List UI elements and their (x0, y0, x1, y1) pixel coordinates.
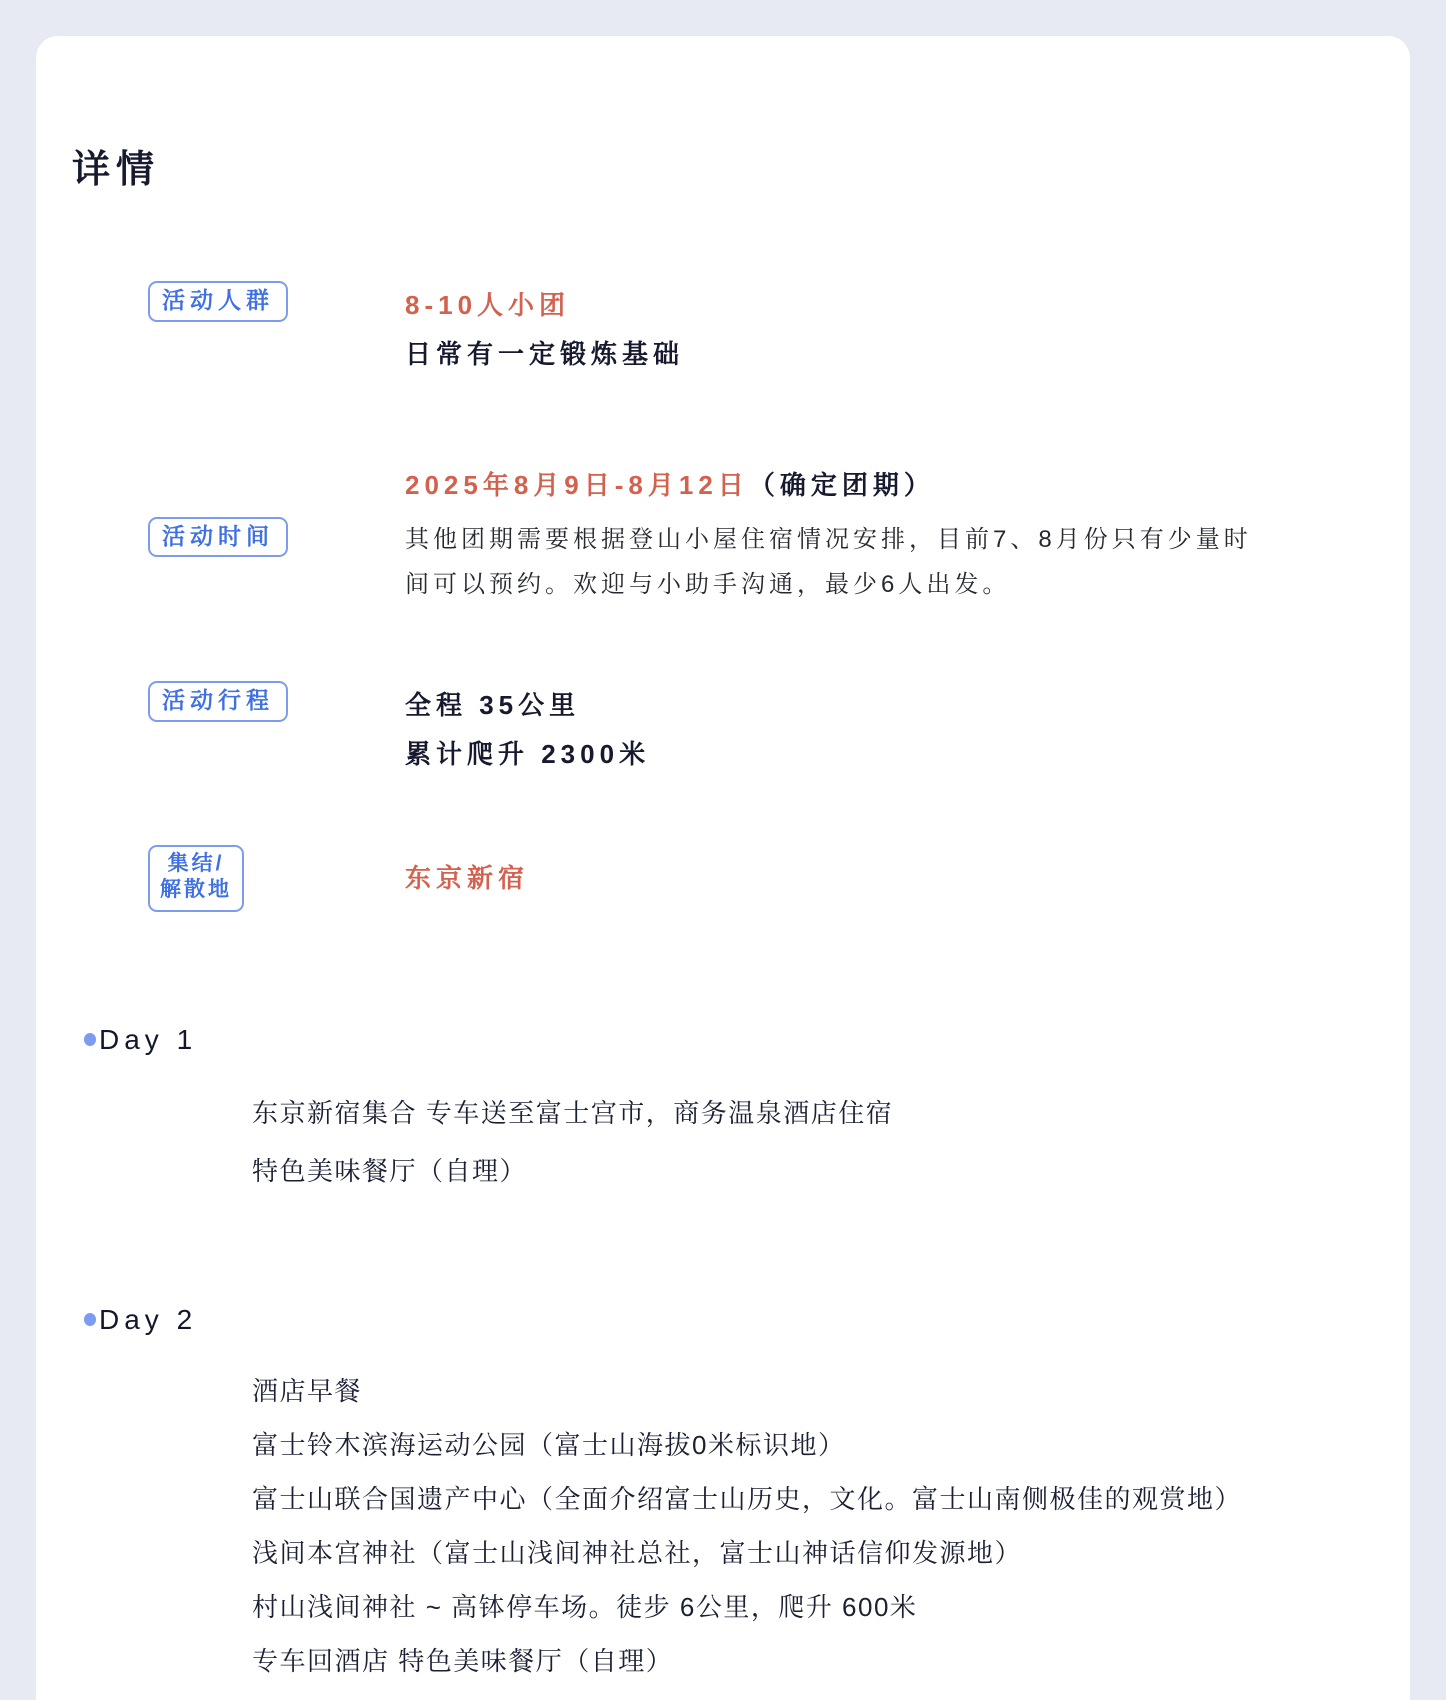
day-2-section (36, 1304, 1410, 1688)
activity-time-content (405, 467, 1285, 607)
day-1-title-text: Day 1 (99, 1023, 198, 1055)
tag-meeting-point-line2: 解散地 (160, 878, 232, 902)
day-1-section (36, 1024, 1410, 1200)
activity-itinerary-content (405, 681, 1285, 779)
day-2-title (84, 1304, 1410, 1336)
day-1-title (84, 1024, 1410, 1056)
day-1-line: 东京新宿集合 专车送至富士宫市，商务温泉酒店住宿 (252, 1097, 894, 1128)
page-title: 详情 (72, 149, 161, 191)
meeting-point-text: 东京新宿 (405, 862, 530, 893)
day-2-title-text: Day 2 (99, 1303, 198, 1335)
day-2-line: 村山浅间神社 ~ 高钵停车场。徒步 6公里，爬升 600米 (252, 1591, 918, 1622)
total-ascent-text: 累计爬升 2300米 (405, 739, 651, 769)
fitness-requirement-text: 日常有一定锻炼基础 (405, 339, 685, 369)
day-1-line: 特色美味餐厅（自理） (252, 1155, 528, 1186)
bullet-dot-icon (84, 1033, 96, 1046)
tag-activity-time-label: 活动时间 (162, 522, 274, 549)
day-2-line: 酒店早餐 (252, 1375, 363, 1406)
row-activity-group (36, 281, 1410, 379)
tag-activity-itinerary-label: 活动行程 (162, 687, 274, 713)
label-col (148, 517, 405, 558)
tag-activity-group (148, 281, 288, 322)
row-meeting-point (36, 845, 1410, 912)
tag-meeting-point (148, 845, 244, 912)
total-distance-text: 全程 35公里 (405, 690, 581, 720)
day-2-lines (252, 1364, 1257, 1688)
group-size-text: 8-10人小团 (405, 290, 571, 320)
meeting-point-content (405, 854, 1285, 903)
label-col (148, 845, 405, 912)
date-range-suffix: （确定团期） (748, 470, 935, 500)
tag-activity-itinerary (148, 681, 288, 722)
row-activity-time (36, 467, 1410, 607)
day-2-line: 富士铃木滨海运动公园（富士山海拔0米标识地） (252, 1429, 846, 1460)
tag-meeting-point-line1: 集结/ (167, 852, 225, 875)
label-col (148, 281, 405, 322)
tag-activity-time (148, 517, 288, 558)
bullet-dot-icon (84, 1313, 96, 1326)
tag-activity-group-label: 活动人群 (162, 287, 274, 313)
row-activity-itinerary (36, 681, 1410, 779)
activity-group-content (405, 281, 1285, 379)
detail-card (36, 36, 1410, 1700)
day-1-lines (252, 1084, 1257, 1200)
date-range-line (405, 467, 1285, 503)
day-2-line: 专车回酒店 特色美味餐厅（自理） (252, 1645, 674, 1676)
schedule-note-paragraph: 其他团期需要根据登山小屋住宿情况安排，目前7、8月份只有少量时间可以预约。欢迎与小助手沟通，最少6人出发。 (405, 526, 1252, 598)
label-col (148, 681, 405, 722)
date-range-text: 2025年8月9日-8月12日 (405, 470, 749, 500)
day-2-line: 富士山联合国遗产中心（全面介绍富士山历史，文化。富士山南侧极佳的观赏地）浅间本宫神社（富士山浅间神社总社，富士山神话信仰发源地） (252, 1483, 1243, 1568)
